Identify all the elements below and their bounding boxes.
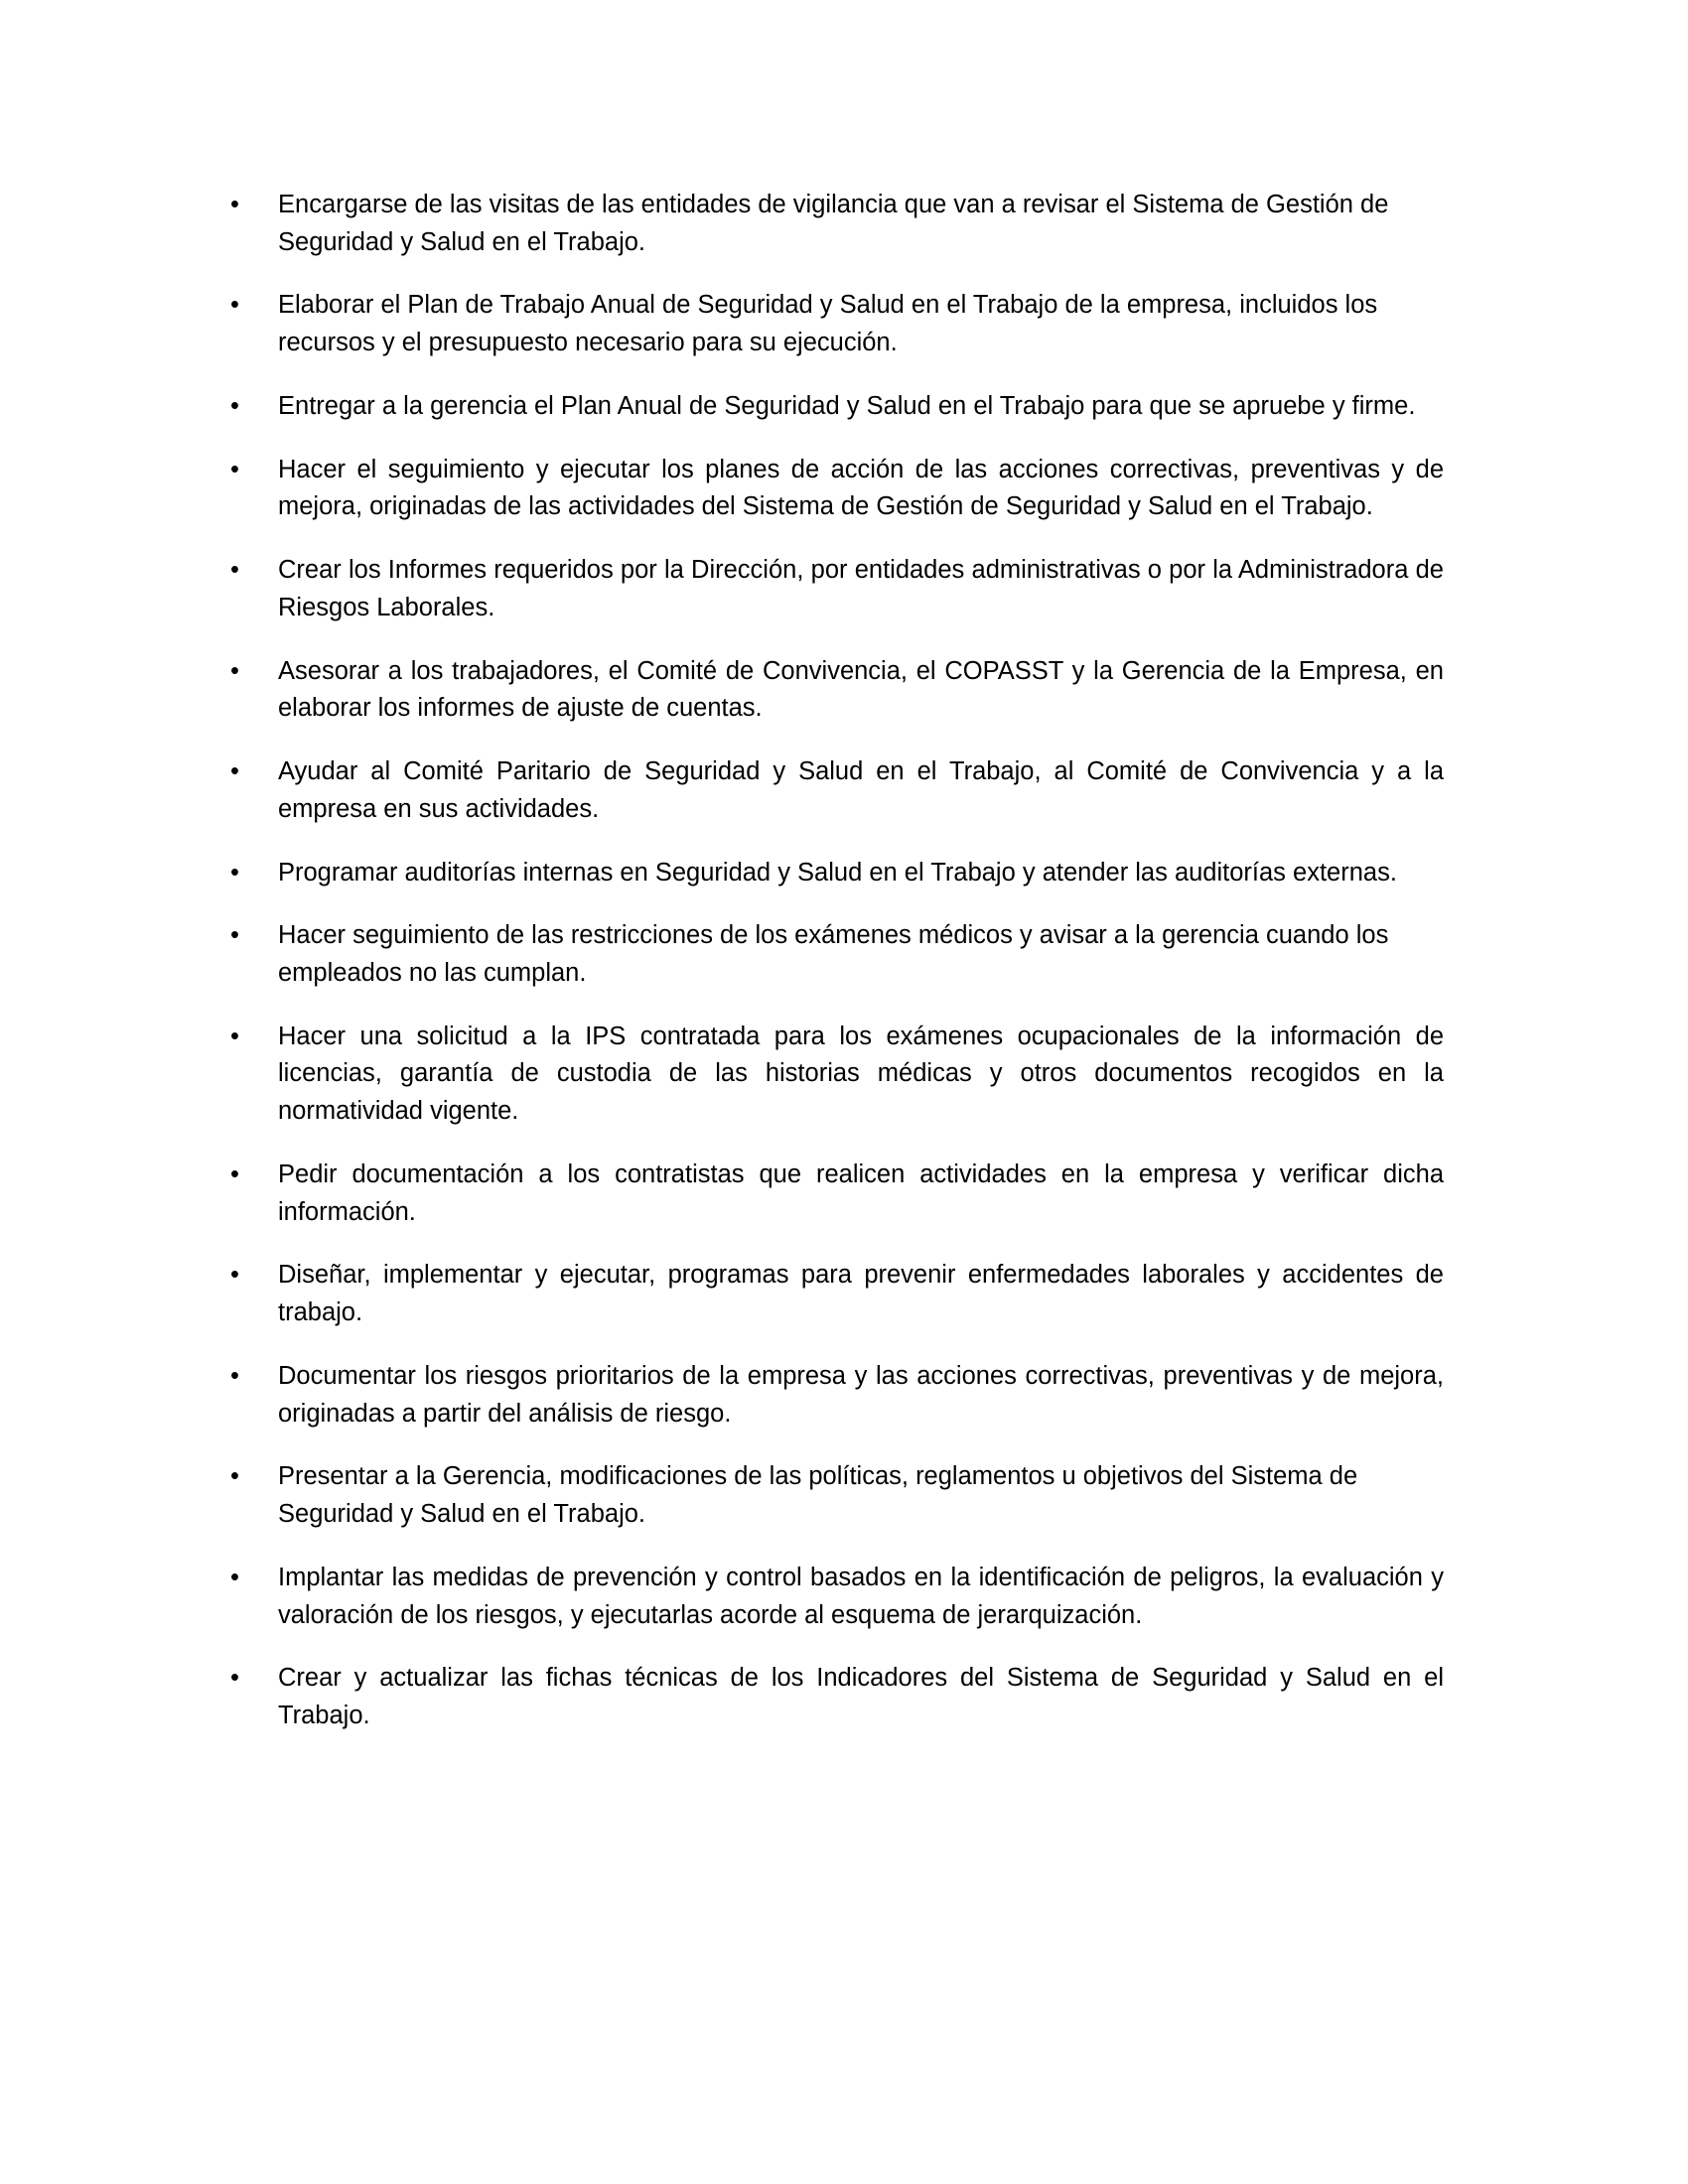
list-item-text: Elaborar el Plan de Trabajo Anual de Seguridad y Salud en el Trabajo de la empresa, incluidos los recursos y el presupuesto necesario para su ejecución. — [278, 291, 1378, 357]
list-item — [216, 753, 1444, 828]
list-item — [216, 1660, 1444, 1734]
list-item — [216, 1157, 1444, 1231]
list-item — [216, 388, 1444, 426]
list-item-text: Programar auditorías internas en Seguridad y Salud en el Trabajo y atender las auditorías externas. — [278, 858, 1397, 887]
responsibilities-list — [216, 187, 1444, 1735]
bullet-icon: • — [230, 1361, 239, 1390]
list-item-text: Encargarse de las visitas de las entidades de vigilancia que van a revisar el Sistema de Gestión de Seguridad y Salud en el Trabajo. — [278, 191, 1389, 256]
bullet-icon: • — [230, 1261, 239, 1290]
list-item — [216, 917, 1444, 992]
bullet-icon: • — [230, 1022, 239, 1050]
list-item — [216, 1358, 1444, 1433]
list-item-text: Crear los Informes requeridos por la Dirección, por entidades administrativas o por la Administradora de Riesgos Laborales. — [278, 556, 1444, 621]
list-item — [216, 552, 1444, 626]
bullet-icon: • — [230, 391, 239, 420]
list-item-text: Hacer una solicitud a la IPS contratada para los exámenes ocupacionales de la información de licencias, garantía de custodia de las historias médicas y otros documentos recogidos en la normatividad vigente. — [278, 1022, 1444, 1126]
list-item-text: Implantar las medidas de prevención y control basados en la identificación de peligros, la evaluación y valoración de los riesgos, y ejecutarlas acorde al esquema de jerarquización. — [278, 1563, 1444, 1629]
list-item-text: Hacer el seguimiento y ejecutar los planes de acción de las acciones correctivas, preventivas y de mejora, originadas de las actividades del Sistema de Gestión de Seguridad y Salud en el Trabajo. — [278, 455, 1444, 521]
list-item — [216, 653, 1444, 728]
document-body — [216, 187, 1444, 1735]
bullet-icon: • — [230, 921, 239, 950]
list-item-text: Hacer seguimiento de las restricciones de los exámenes médicos y avisar a la gerencia cuando los empleados no las cumplan. — [278, 921, 1389, 988]
bullet-icon: • — [230, 455, 239, 483]
bullet-icon: • — [230, 1664, 239, 1693]
list-item — [216, 287, 1444, 361]
bullet-icon: • — [230, 858, 239, 887]
list-item — [216, 1458, 1444, 1533]
list-item-text: Documentar los riesgos prioritarios de la empresa y las acciones correctivas, preventivas y de mejora, originadas a partir del análisis de riesgo. — [278, 1361, 1444, 1428]
list-item — [216, 1019, 1444, 1131]
list-item-text: Presentar a la Gerencia, modificaciones de las políticas, reglamentos u objetivos del Sistema de Seguridad y Salud en el Trabajo. — [278, 1462, 1358, 1529]
bullet-icon: • — [230, 656, 239, 685]
list-item-text: Pedir documentación a los contratistas que realicen actividades en la empresa y verificar dicha información. — [278, 1160, 1444, 1226]
list-item — [216, 1257, 1444, 1331]
bullet-icon: • — [230, 1462, 239, 1491]
list-item-text: Entregar a la gerencia el Plan Anual de Seguridad y Salud en el Trabajo para que se apruebe y firme. — [278, 391, 1416, 420]
list-item — [216, 187, 1444, 261]
bullet-icon: • — [230, 291, 239, 320]
list-item-text: Ayudar al Comité Paritario de Seguridad y Salud en el Trabajo, al Comité de Convivencia y a la empresa en sus actividades. — [278, 757, 1444, 823]
bullet-icon: • — [230, 1160, 239, 1188]
list-item-text: Asesorar a los trabajadores, el Comité de Convivencia, el COPASST y la Gerencia de la Empresa, en elaborar los informes de ajuste de cuentas. — [278, 656, 1444, 723]
bullet-icon: • — [230, 757, 239, 786]
bullet-icon: • — [230, 556, 239, 585]
bullet-icon: • — [230, 191, 239, 218]
list-item-text: Diseñar, implementar y ejecutar, programas para prevenir enfermedades laborales y accidentes de trabajo. — [278, 1261, 1444, 1327]
list-item — [216, 452, 1444, 526]
list-item-text: Crear y actualizar las fichas técnicas de los Indicadores del Sistema de Seguridad y Salud en el Trabajo. — [278, 1664, 1444, 1730]
list-item — [216, 855, 1444, 892]
bullet-icon: • — [230, 1563, 239, 1591]
list-item — [216, 1560, 1444, 1634]
